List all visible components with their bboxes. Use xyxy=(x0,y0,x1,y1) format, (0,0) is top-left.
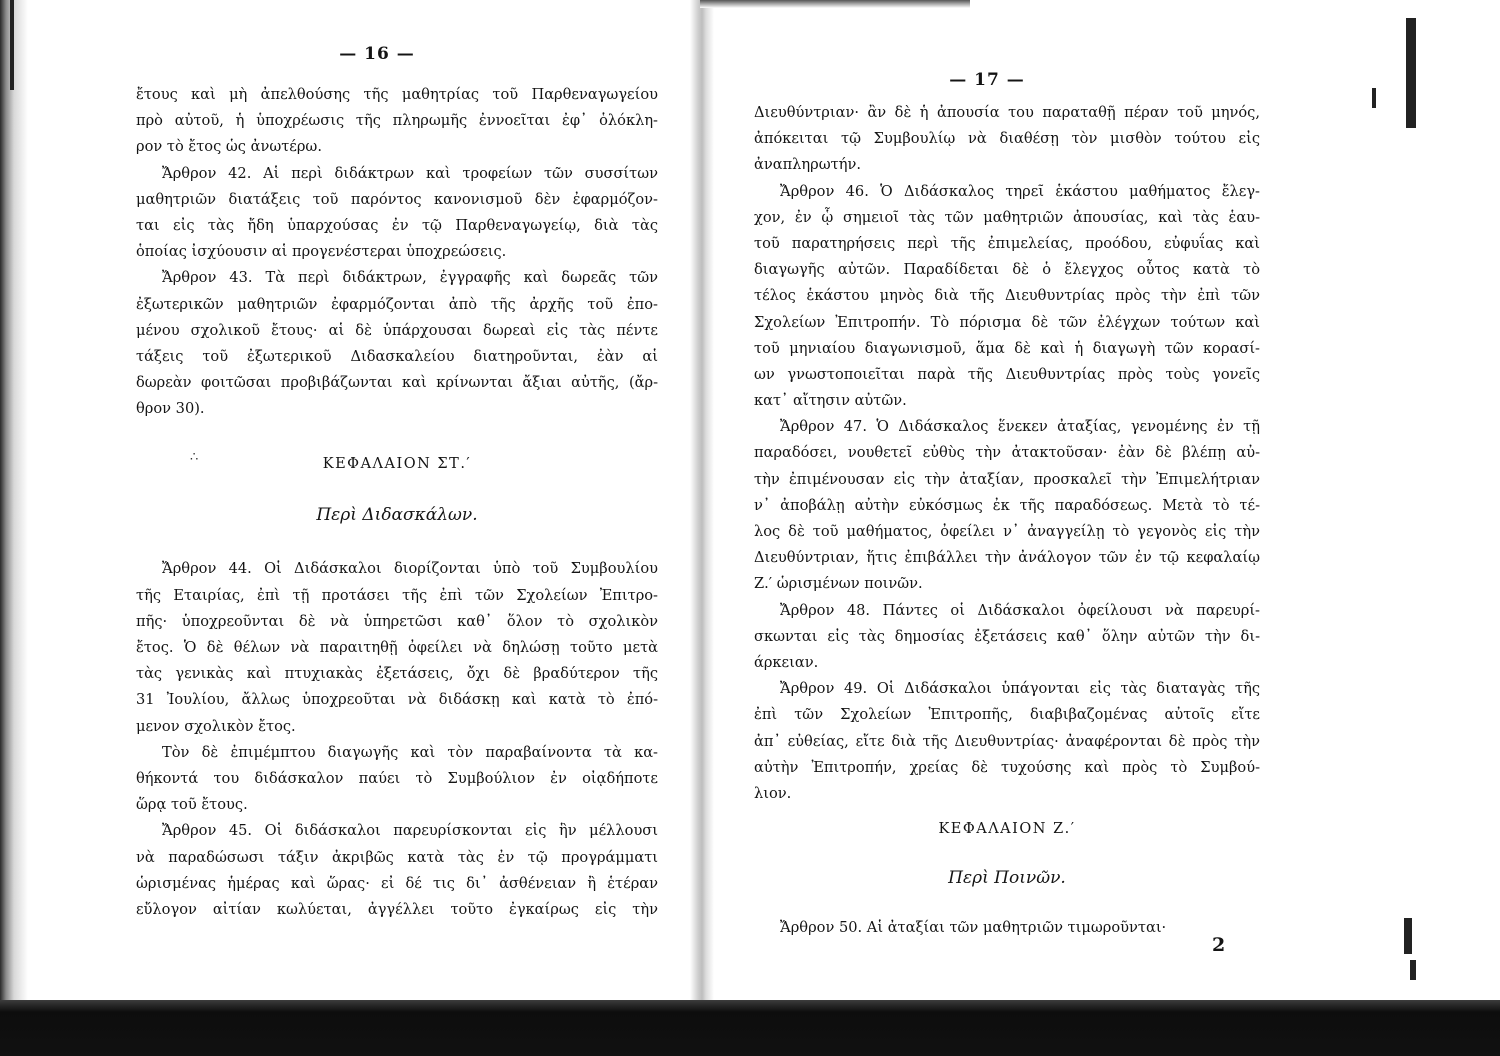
text-line: ὁποίας ἰσχύουσιν αἱ προγενέστεραι ὑποχρεώσεις. xyxy=(136,243,507,261)
text-line: ἀπόκειται τῷ Συμβουλίῳ νὰ διαθέσῃ τὸν μισθὸν τούτου εἰς xyxy=(754,130,1260,148)
text-line: τὴν ἐπιμένουσαν εἰς τὴν ἀταξίαν, προσκαλεῖ τὴν Ἐπιμελήτριαν xyxy=(754,470,1260,488)
chapter-heading-z: ΚΕΦΑΛΑΙΟΝ Ζ.′ xyxy=(938,821,1076,838)
text-line: ὥρᾳ τοῦ ἔτους. xyxy=(136,796,248,814)
text-line: Ἄρθρον 44. Οἱ Διδάσκαλοι διορίζονται ὑπὸ τοῦ Συμβουλίου xyxy=(162,560,658,578)
text-line: τέλος ἑκάστου μηνὸς διὰ τῆς Διευθυντρίας πρὸς τὴν ἐπὶ τῶν xyxy=(754,287,1260,305)
text-line: τοῦ μηνιαίου διαγωνισμοῦ, ἅμα δὲ καὶ ἡ διαγωγὴ τῶν κορασί- xyxy=(754,339,1260,357)
text-line: ὡρισμένας ἡμέρας καὶ ὥρας· εἰ δέ τις δι᾽ ἀσθένειαν ἢ ἑτέραν xyxy=(136,874,658,892)
text-line: θρον 30). xyxy=(136,400,205,418)
text-line: ων γνωστοποιεῖται παρὰ τῆς Διευθυντρίας πρὸς τοὺς γονεῖς xyxy=(754,365,1260,383)
text-line: Ἄρθρον 47. Ὁ Διδάσκαλος ἕνεκεν ἀταξίας, γενομένης ἐν τῇ xyxy=(780,418,1260,436)
article-42 xyxy=(136,161,658,266)
article-44 xyxy=(136,556,658,739)
text-line: Ἄρθρον 48. Πάντες οἱ Διδάσκαλοι ὀφείλουσι νὰ παρευρί- xyxy=(780,601,1260,619)
text-line: άρκειαν. xyxy=(754,653,819,671)
text-line: παραδόσει, νουθετεῖ εὐθὺς τὴν ἀτακτοῦσαν· ἐὰν δὲ βλέπῃ αὐ- xyxy=(754,444,1260,462)
text-line: ἀναπληρωτήν. xyxy=(754,156,861,174)
text-line: ἔτος. Ὁ δὲ θέλων νὰ παραιτηθῇ ὀφείλει νὰ δηλώσῃ τοῦτο μετὰ xyxy=(136,639,658,656)
chapter-subtitle-teachers: Περὶ Διδασκάλων. xyxy=(316,505,478,526)
text-line: Τὸν δὲ ἐπιμέμπτου διαγωγῆς καὶ τὸν παραβαίνοντα τὰ κα- xyxy=(162,743,658,761)
article-49 xyxy=(754,676,1260,807)
article-48 xyxy=(754,598,1260,677)
text-line: Ἄρθρον 43. Τὰ περὶ διδάκτρων, ἐγγραφῆς καὶ δωρεᾶς τῶν xyxy=(162,269,658,287)
text-line: Ζ.′ ὡρισμένων ποινῶν. xyxy=(754,575,923,593)
text-line: μενον σχολικὸν ἔτος. xyxy=(136,717,296,735)
text-line: αὐτὴν Ἐπιτροπήν, χρείας δὲ τυχούσης καὶ πρὸς τὸ Συμβού- xyxy=(754,758,1260,776)
text-line: δωρεὰν φοιτῶσαι προβιβάζωνται καὶ κρίνωνται ἄξιαι αὐτῆς, (ἄρ- xyxy=(136,374,658,392)
text-line: 31 Ἰουλίου, ἄλλως ὑποχρεοῦται νὰ διδάσκῃ καὶ κατὰ τὸ ἐπό- xyxy=(136,691,658,709)
text-line: ἀπ᾽ εὐθείας, εἴτε διὰ τῆς Διευθυντρίας· ἀναφέρονται δὲ πρὸς τὴν xyxy=(754,732,1260,750)
text-line: τάξεις τοῦ ἐξωτερικοῦ Διδασκαλείου διατηροῦνται, ἐὰν αἱ xyxy=(136,347,658,365)
text-line: ἐξωτερικῶν μαθητριῶν ἐφαρμόζονται ἀπὸ τῆς ἀρχῆς τοῦ ἐπο- xyxy=(136,295,658,313)
article-45 xyxy=(136,818,658,923)
center-gutter xyxy=(690,0,714,1056)
text-line: ρον τὸ ἔτος ὡς ἀνωτέρω. xyxy=(136,138,322,156)
article-43 xyxy=(136,265,658,422)
text-line: μένου σχολικοῦ ἔτους· αἱ δὲ ὑπάρχουσαι δωρεαὶ εἰς τὰς πέντε xyxy=(136,321,658,339)
left-edge-shadow xyxy=(0,0,28,1056)
article-47 xyxy=(754,414,1260,597)
scanner-bottom-band xyxy=(0,1000,1500,1056)
text-line: εὔλογον αἰτίαν κωλύεται, ἀγγέλλει τοῦτο ἐγκαίρως εἰς τὴν xyxy=(136,900,658,918)
article-50 xyxy=(754,915,1260,941)
article-45-continuation xyxy=(754,100,1260,179)
text-line: μαθητριῶν διατάξεις τοῦ παρόντος κανονισμοῦ δὲν ἐφαρμόζον- xyxy=(136,190,658,208)
text-line: σκωνται εἰς τὰς δημοσίας ἐξετάσεις καθ᾽ ὅλην αὐτῶν τὴν δι- xyxy=(754,627,1260,645)
text-line: Ἄρθρον 50. Αἱ ἀταξίαι τῶν μαθητριῶν τιμωροῦνται· xyxy=(780,919,1167,937)
chapter-subtitle-penalties: Περὶ Ποινῶν. xyxy=(948,868,1066,889)
paragraph-continuation-41 xyxy=(136,82,658,161)
text-line: Σχολείων Ἐπιτροπήν. Τὸ πόρισμα δὲ τῶν ἐλέγχων τούτων καὶ xyxy=(754,313,1260,331)
right-page xyxy=(754,70,1260,941)
left-page xyxy=(136,44,658,923)
text-line: τῆς Εταιρίας, ἐπὶ τῇ προτάσει τῆς ἐπὶ τῶν Σχολείων Ἐπιτρο- xyxy=(136,586,658,604)
text-line: ἔτους καὶ μὴ ἀπελθούσης τῆς μαθητρίας τοῦ Παρθεναγωγείου xyxy=(136,86,658,103)
text-line: νὰ παραδώσωσι τάξιν ἀκριβῶς κατὰ τὰς ἐν τῷ προγράμματι xyxy=(136,848,658,866)
text-line: τὰς γενικὰς καὶ πτυχιακὰς ἐξετάσεις, ὄχι δὲ βραδύτερον τῆς xyxy=(136,665,658,683)
text-line: Ἄρθρον 42. Αἱ περὶ διδάκτρων καὶ τροφείων τῶν συσσίτων xyxy=(162,164,658,182)
text-line: χον, ἐν ᾧ σημειοῖ τὰς τῶν μαθητριῶν ἀπουσίας, καὶ τὰς ἑαυ- xyxy=(754,208,1260,226)
text-line: Διευθύντριαν· ἂν δὲ ἡ ἀπουσία του παραταθῇ πέραν τοῦ μηνός, xyxy=(754,104,1260,121)
text-line: Ἄρθρον 46. Ὁ Διδάσκαλος τηρεῖ ἑκάστου μαθήματος ἔλεγ- xyxy=(780,182,1260,200)
text-line: λιον. xyxy=(754,784,792,802)
text-line: ν᾽ ἀποβάλῃ αὐτὴν εὐκόσμως ἐκ τῆς παραδόσεως. Μετὰ τὸ τέ- xyxy=(754,496,1260,514)
text-line: λος δὲ τοῦ μαθήματος, ὀφείλει ν᾽ ἀναγγείλῃ τὸ γεγονὸς εἰς τὴν xyxy=(754,523,1260,540)
chapter-heading-st: ΚΕΦΑΛΑΙΟΝ ΣΤ.′ xyxy=(322,456,472,473)
gutter-top-shadow xyxy=(700,0,970,8)
text-line: κατ᾽ αἴτησιν αὐτῶν. xyxy=(754,392,907,410)
text-line: Ἄρθρον 45. Οἱ διδάσκαλοι παρευρίσκονται εἰς ἣν μέλλουσι xyxy=(162,822,658,840)
text-line: πρὸ αὐτοῦ, ἡ ὑποχρέωσις τῆς πληρωμῆς ἐννοεῖται ἐφ᾽ ὁλόκλη- xyxy=(136,112,658,130)
text-line: ται εἰς τὰς ἤδη ὑπαρχούσας ἐν τῷ Παρθεναγωγείῳ, διὰ τὰς xyxy=(136,216,658,234)
article-44-paragraph-2 xyxy=(136,740,658,819)
text-line: διαγωγῆς αὐτῶν. Παραδίδεται δὲ ὁ ἔλεγχος οὗτος κατὰ τὸ xyxy=(754,261,1260,279)
page-number-left: — 16 — xyxy=(339,44,415,64)
stray-ink-mark: ∴ xyxy=(190,450,199,465)
printer-signature-mark: 2 xyxy=(1212,934,1226,956)
text-line: Διευθύντριαν, ἥτις ἐπιβάλλει τὴν ἀνάλογον τῶν ἐν τῷ κεφαλαίῳ xyxy=(754,549,1260,567)
page-number-right: — 17 — xyxy=(949,70,1025,90)
text-line: πῆς· ὑποχρεοῦνται δὲ νὰ ὑπηρετῶσι καθ᾽ ὅλον τὸ σχολικὸν xyxy=(136,612,658,630)
text-line: θήκοντά του διδάσκαλον παύει τὸ Συμβούλιον ἐν οἰᾳδήποτε xyxy=(136,769,658,787)
binding-mark xyxy=(10,0,14,90)
text-line: ἐπὶ τῶν Σχολείων Ἐπιτροπῆς, διαβιβαζομένας αὐτοῖς εἴτε xyxy=(754,706,1260,724)
text-line: Ἄρθρον 49. Οἱ Διδάσκαλοι ὑπάγονται εἰς τὰς διαταγὰς τῆς xyxy=(780,680,1260,698)
article-46 xyxy=(754,179,1260,415)
text-line: τοῦ παρατηρήσεις περὶ τῆς ἐπιμελείας, προόδου, εὐφυΐας καὶ xyxy=(754,234,1260,252)
